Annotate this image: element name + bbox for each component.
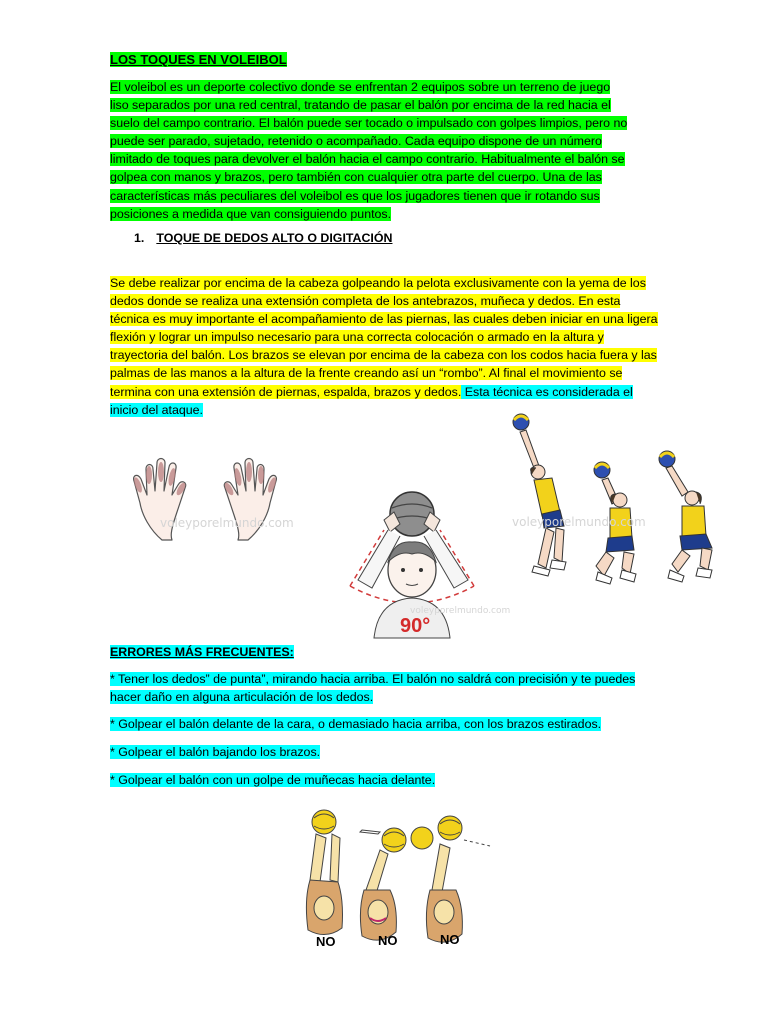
error-text: * Golpear el balón bajando los brazos. xyxy=(110,745,321,759)
error-text: * Golpear el balón delante de la cara, o demasiado hacia arriba, con los brazos estirados. xyxy=(110,717,602,731)
incorrect-technique-illustration xyxy=(296,800,496,968)
error-text: * Tener los dedos” de punta”, mirando hacia arriba. El balón no saldrá con precisión y te puedes hacer daño en alguna articulación de los dedos. xyxy=(110,672,636,705)
technique-text: Se debe realizar por encima de la cabeza golpeando la pelota exclusivamente con la yema de los dedos donde se realiza una extensión completa de los antebrazos, muñeca y dedos. En esta técnica es muy importante el acompañamiento de las piernas, las cuales deben iniciar en una ligera flexión y lograr un impulso necesario para una correcta colocación o armado en la altura y trayectoria del balón. Los brazos se elevan por encima de la cabeza con los codos hacia fuera y las palmas de las manos a la altura de la frente creando así un “rombo”. Al final el movimiento se termina con una extensión de piernas, espalda, brazos y dedos. xyxy=(110,276,658,399)
technique-paragraph xyxy=(110,274,658,419)
error-item xyxy=(110,715,650,733)
error-item xyxy=(110,771,650,789)
no-label-2: NO xyxy=(378,933,398,948)
technique-highlight: Esta técnica es considerada el inicio del ataque. xyxy=(110,384,633,417)
error-item xyxy=(110,670,650,706)
intro-text: El voleibol es un deporte colectivo donde se enfrentan 2 equipos sobre un terreno de juego liso separados por una red central, tratando de pasar el balón por encima de la red hacia el suelo del campo contrario. El balón puede ser tocado o impulsado con golpes limpios, pero no puede ser parado, sujetado, retenido o acompañado. Cada equipo dispone de un número limitado de toques para devolver el balón hacia el campo contrario. Habitualmente el balón se golpea con manos y brazos, pero también con cualquier otra parte del cuerpo. Una de las características más peculiares del voleibol es que los jugadores tienen que ir rotando sus posiciones a medida que van consiguiendo puntos. xyxy=(110,80,628,221)
setting-position-illustration xyxy=(344,490,511,638)
head-watermark: voleyporelmundo.com xyxy=(410,606,511,616)
error-text: * Golpear el balón con un golpe de muñecas hacia delante. xyxy=(110,773,436,787)
section-title: TOQUE DE DEDOS ALTO O DIGITACIÓN xyxy=(156,231,393,245)
section-heading xyxy=(134,231,392,245)
no-label-3: NO xyxy=(440,932,460,947)
players-watermark-left: voleyporelmundo.com xyxy=(512,515,646,529)
hands-watermark: voleyporelmundo.com xyxy=(160,516,294,530)
hands-illustration xyxy=(120,455,294,545)
errors-title: ERRORES MÁS FRECUENTES: xyxy=(110,645,294,659)
player-sequence-illustration xyxy=(506,408,728,586)
angle-label: 90° xyxy=(400,615,431,637)
no-label-1: NO xyxy=(316,934,336,949)
section-number: 1. xyxy=(134,231,145,245)
intro-paragraph xyxy=(110,78,630,223)
error-item xyxy=(110,743,650,761)
page-title: LOS TOQUES EN VOLEIBOL xyxy=(110,52,287,67)
